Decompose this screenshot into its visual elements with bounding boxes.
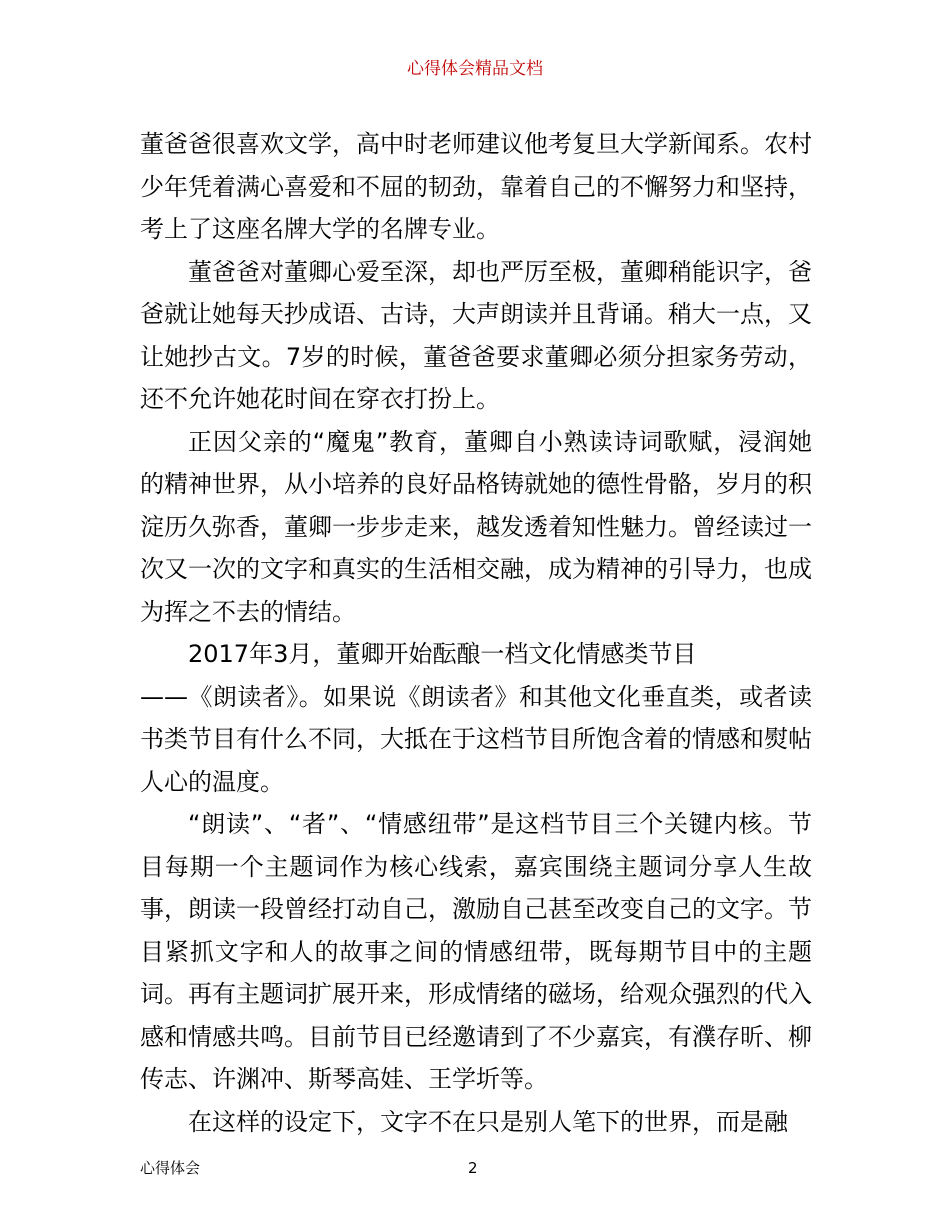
- paragraph-4: 2017年3月，董卿开始酝酿一档文化情感类节目: [188, 640, 697, 668]
- footer-label: 心得体会: [140, 1159, 201, 1177]
- paragraph-1: 董爸爸很喜欢文学，高中时老师建议他考复旦大学新闻系。农村少年凭着满心喜爱和不屈的韧劲，靠着自己的不懈努力和坚持，考上了这座名牌大学的名牌专业。: [140, 130, 812, 243]
- paragraph-3: 正因父亲的“魔鬼”教育，董卿自小熟读诗词歌赋，浸润她的精神世界，从小培养的良好品格铸就她的德性骨骼，岁月的积淀历久弥香，董卿一步步走来，越发透着知性魅力。曾经读过一次又一次的文字和真实的生活相交融，成为精神的引导力，也成为挥之不去的情结。: [140, 427, 812, 626]
- paragraph-5: ——《朗读者》。如果说《朗读者》和其他文化垂直类，或者读书类节目有什么不同，大抵在于这档节目所饱含着的情感和熨帖人心的温度。: [140, 682, 812, 796]
- page-footer: [0, 1156, 950, 1180]
- page-header-title: 心得体会精品文档: [407, 59, 543, 79]
- paragraph-6: “朗读”、“者”、“情感纽带”是这档节目三个关键内核。节目每期一个主题词作为核心线索，嘉宾围绕主题词分享人生故事，朗读一段曾经打动自己，激励自己甚至改变自己的文字。节目紧抓文字和人的故事之间的情感纽带，既每期节目中的主题词。再有主题词扩展开来，形成情绪的磁场，给观众强烈的代入感和情感共鸣。目前节目已经邀请到了不少嘉宾，有濮存昕、柳传志、许渊冲、斯琴高娃、王学圻等。: [140, 810, 812, 1093]
- paragraph-2: 董爸爸对董卿心爱至深，却也严厉至极，董卿稍能识字，爸爸就让她每天抄成语、古诗，大声朗读并且背诵。稍大一点，又让她抄古文。7岁的时候，董爸爸要求董卿必须分担家务劳动，还不允许她花时间在穿衣打扮上。: [140, 257, 812, 413]
- document-body: [140, 123, 812, 1143]
- paragraph-7: 在这样的设定下，文字不在只是别人笔下的世界，而是融: [188, 1107, 788, 1136]
- page-number: 2: [468, 1159, 478, 1177]
